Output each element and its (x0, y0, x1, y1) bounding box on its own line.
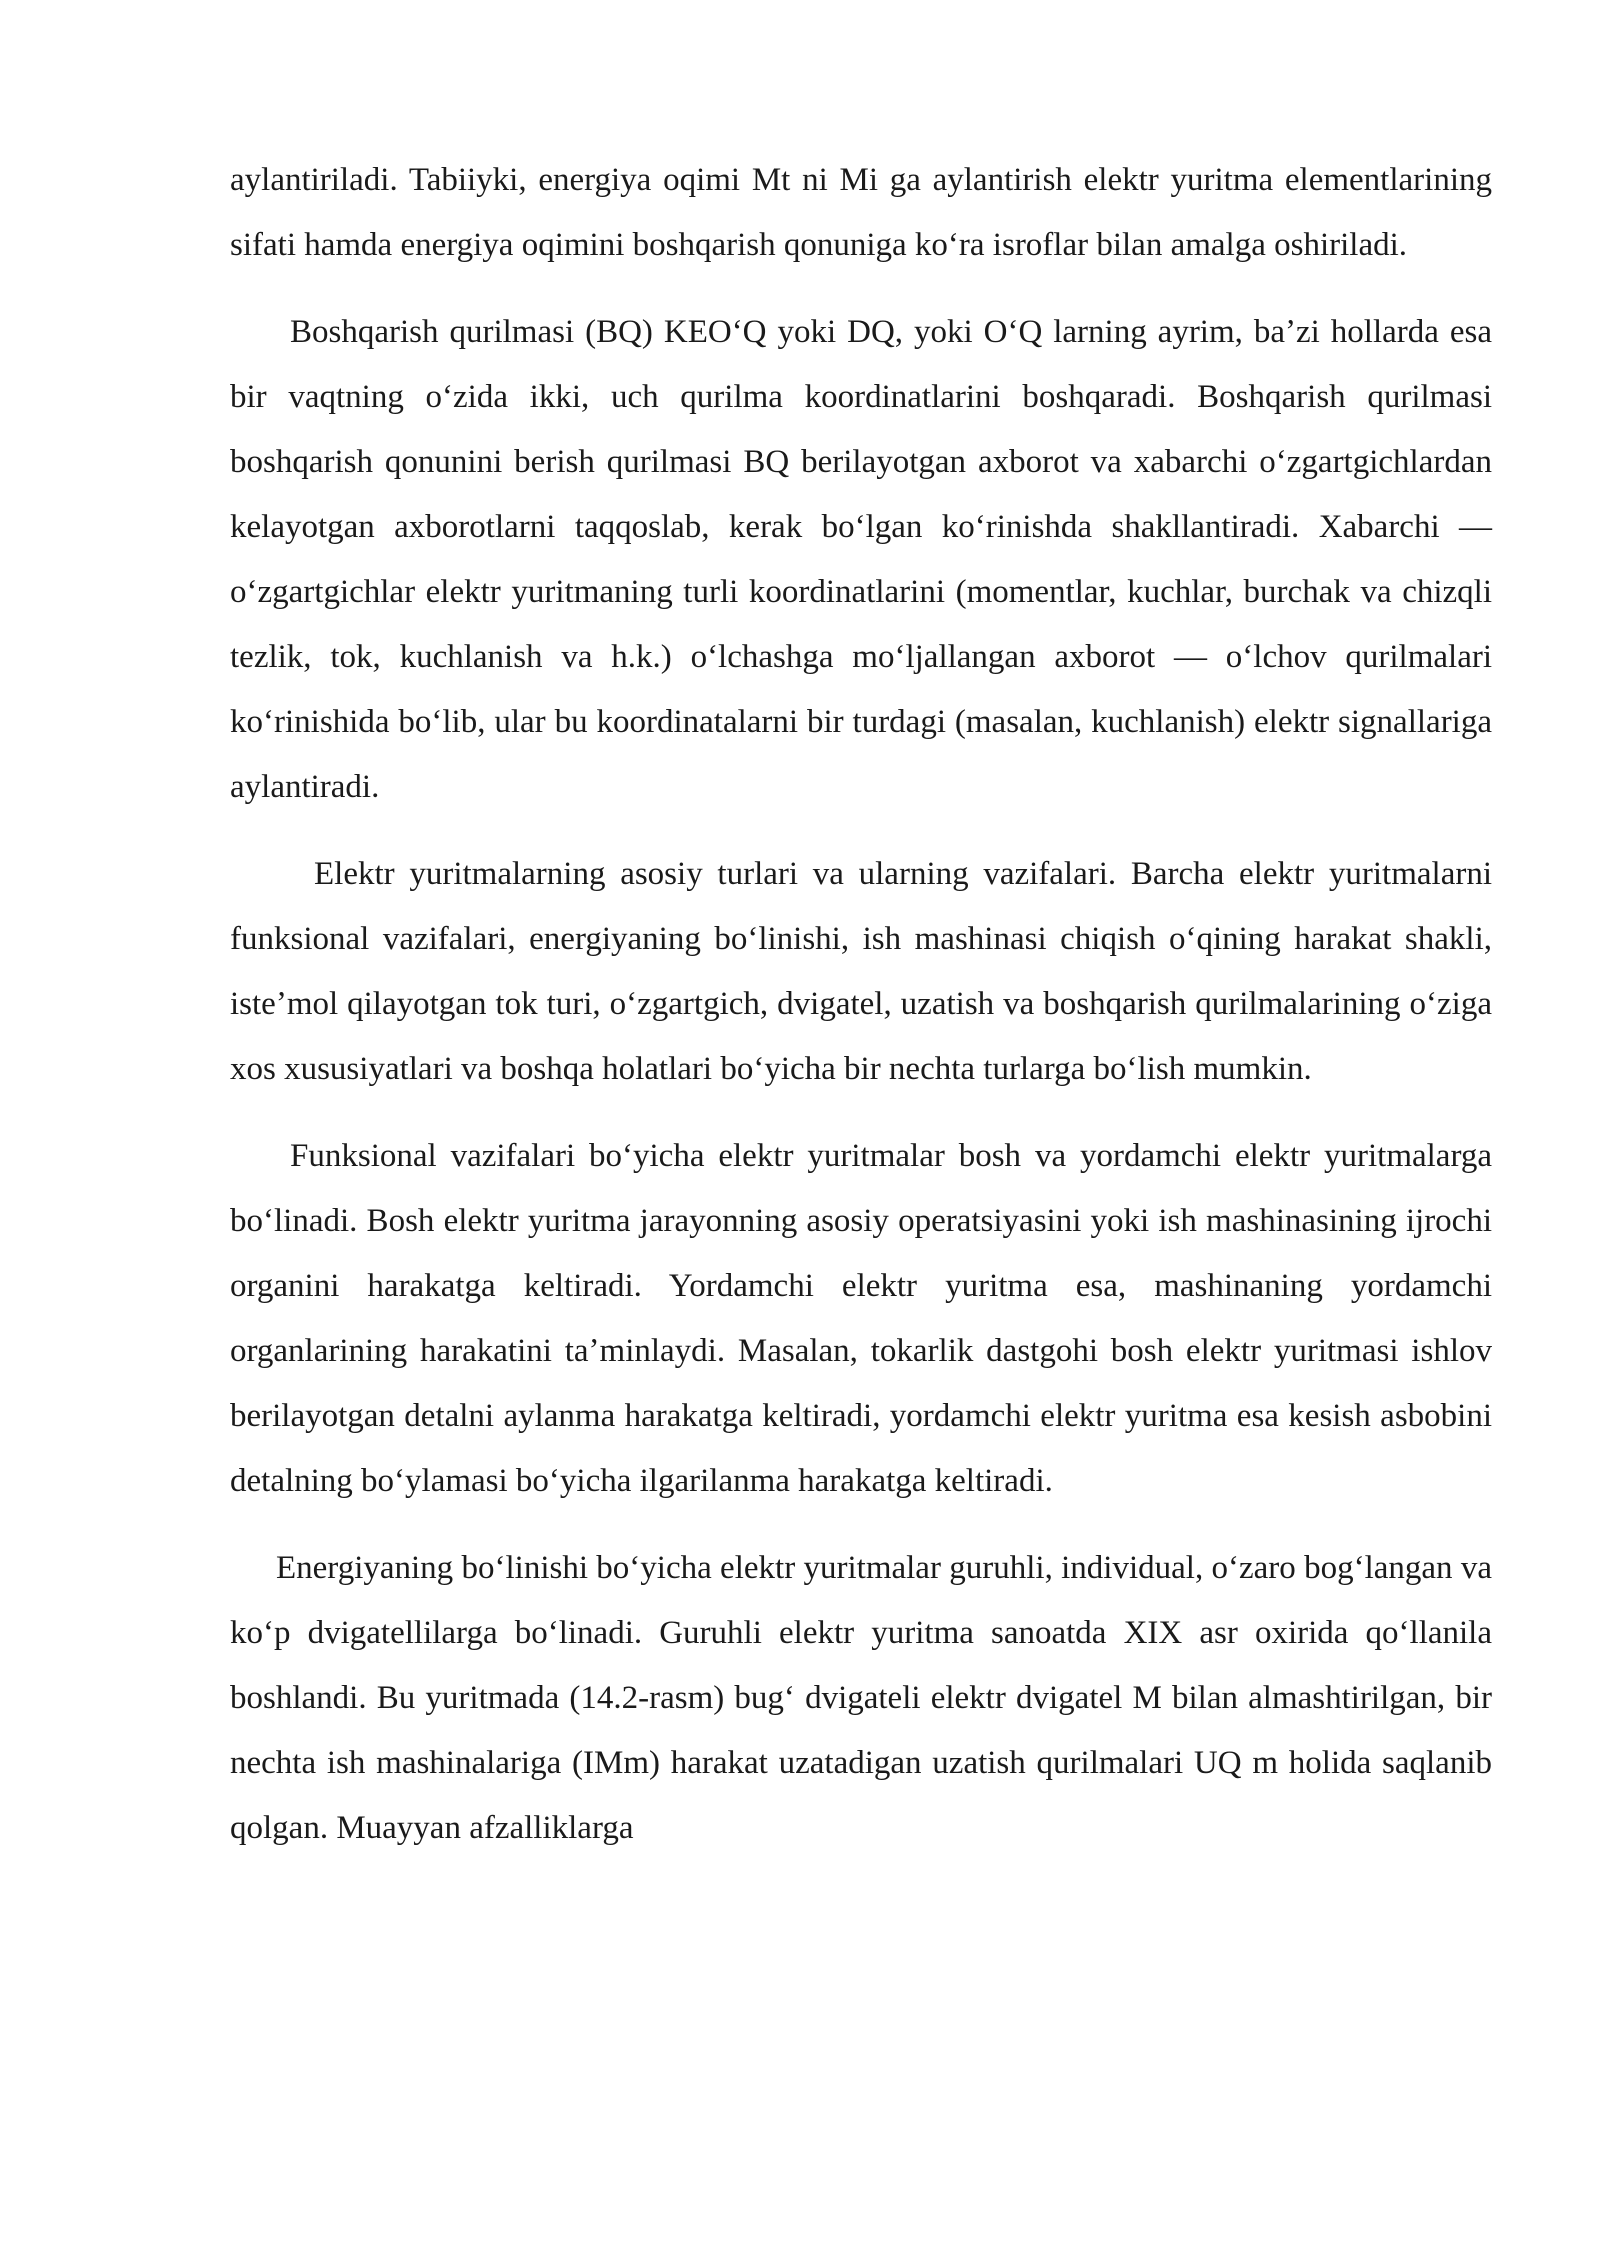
paragraph: Energiyaning boʻlinishi boʻyicha elektr yuritmalar guruhli, individual, oʻzaro bogʻlangan va koʻp dvigatellilarga boʻlinadi. Guruhli elektr yuritma sanoatda XIX asr oxirida qoʻllanila boshlandi. Bu yuritmada (14.2-rasm) bugʻ dvigateli elektr dvigatel M bilan almashtirilgan, bir nechta ish mashinalariga (IMm) harakat uzatadigan uzatish qurilmalari UQ m holida saqlanib qolgan. Muayyan afzalliklarga (230, 1550, 1492, 1846)
paragraph: Funksional vazifalari boʻyicha elektr yuritmalar bosh va yordamchi elektr yuritmalarga boʻlinadi. Bosh elektr yuritma jarayonning asosiy operatsiyasini yoki ish mashinasining ijrochi organini harakatga keltiradi. Yordamchi elektr yuritma esa, mashinaning yordamchi organlarining harakatini taʼminlaydi. Masalan, tokarlik dastgohi bosh elektr yuritmasi ishlov berilayotgan detalni aylanma harakatga keltiradi, yordamchi elektr yuritma esa kesish asbobini detalning boʻylamasi boʻyicha ilgarilanma harakatga keltiradi. (230, 1138, 1492, 1499)
paragraph: aylantiriladi. Tabiiyki, energiya oqimi Mt ni Mi ga aylantirish elektr yuritma elementlarining sifati hamda energiya oqimini boshqarish qonuniga koʻra isroflar bilan amalga oshiriladi. (230, 162, 1492, 263)
paragraph: Boshqarish qurilmasi (BQ) KEOʻQ yoki DQ, yoki OʻQ larning ayrim, baʼzi hollarda esa bir vaqtning oʻzida ikki, uch qurilma koordinatlarini boshqaradi. Boshqarish qurilmasi boshqarish qonunini berish qurilmasi BQ berilayotgan axborot va xabarchi oʻzgartgichlardan kelayotgan axborotlarni taqqoslab, kerak boʻlgan koʻrinishda shakllantiradi. Xabarchi — oʻzgartgichlar elektr yuritmaning turli koordinatlarini (momentlar, kuchlar, burchak va chizqli tezlik, tok, kuchlanish va h.k.) oʻlchashga moʻljallangan axborot — oʻlchov qurilmalari koʻrinishida boʻlib, ular bu koordinatalarni bir turdagi (masalan, kuchlanish) elektr signallariga aylantiradi. (230, 314, 1492, 805)
paragraph: Elektr yuritmalarning asosiy turlari va ularning vazifalari. Barcha elektr yuritmalarni funksional vazifalari, energiyaning boʻlinishi, ish mashinasi chiqish oʻqining harakat shakli, isteʼmol qilayotgan tok turi, oʻzgartgich, dvigatel, uzatish va boshqarish qurilmalarining oʻziga xos xususiyatlari va boshqa holatlari boʻyicha bir nechta turlarga boʻlish mumkin. (230, 856, 1492, 1087)
document-body (230, 148, 1492, 1861)
